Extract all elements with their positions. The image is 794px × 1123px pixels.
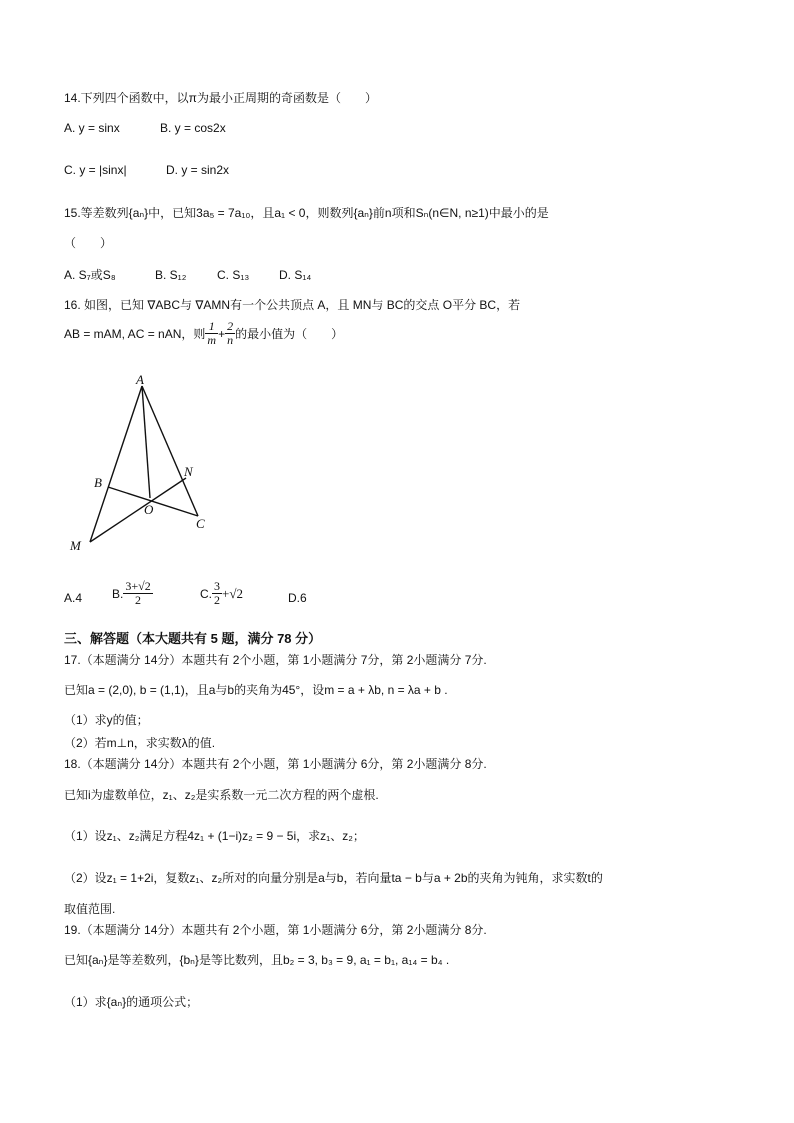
q15-option-c: C. S₁₃ xyxy=(217,268,250,282)
q16-condition: AB = mAM, AC = nAN，则 xyxy=(64,326,206,341)
q19-header: 19.（本题满分 14分）本题共有 2个小题，第 1小题满分 6分，第 2小题满分 8分. xyxy=(64,923,487,937)
label-c: C xyxy=(196,516,205,531)
q16-option-c-fraction xyxy=(212,580,222,607)
label-b: B xyxy=(94,475,102,490)
q15-paren: （ ） xyxy=(64,236,113,250)
q17-part-2: （2）若m⊥n，求实数λ的值. xyxy=(64,736,216,750)
q17-given: 已知a = (2,0), b = (1,1)，且a与b的夹角为45°，设m = a + λb, n = λa + b . xyxy=(64,683,448,697)
label-a: A xyxy=(136,374,144,387)
label-o: O xyxy=(144,502,154,517)
label-m: M xyxy=(70,538,81,553)
q17-part-1: （1）求y的值； xyxy=(64,713,149,727)
q14-option-b: B. y = cos2x xyxy=(160,121,226,135)
q18-part-1: （1）设z₁、z₂满足方程4z₁ + (1−i)z₂ = 9 − 5i，求z₁、z₂； xyxy=(64,829,365,843)
q16-fraction-1-den: m xyxy=(207,333,217,347)
q16-option-c-den: 2 xyxy=(214,593,220,607)
q16-option-b-den: 2 xyxy=(135,593,142,607)
q14-stem: 14.下列四个函数中，以π为最小正周期的奇函数是（ ） xyxy=(64,91,377,105)
q16-fraction-1-num: 1 xyxy=(205,320,218,334)
q16-fraction-2-num: 2 xyxy=(227,319,234,333)
segment-mn xyxy=(90,478,186,542)
q16-option-a: A.4 xyxy=(64,591,83,605)
triangle-figure xyxy=(64,374,224,564)
q16-option-b-prefix: B. xyxy=(112,586,124,601)
q15-stem: 15.等差数列{aₙ}中，已知3a₅ = 7a₁₀，且a₁ < 0，则数列{aₙ}前n项和Sₙ(n∈N, n≥1)中最小的是 xyxy=(64,206,549,220)
q16-fraction-2-den: n xyxy=(227,333,234,347)
q16-option-c-num: 3 xyxy=(214,579,220,593)
q17-header: 17.（本题满分 14分）本题共有 2个小题，第 1小题满分 7分，第 2小题满分 7分. xyxy=(64,653,487,667)
q16-option-b xyxy=(112,580,153,607)
segment-am xyxy=(90,386,142,542)
q18-header: 18.（本题满分 14分）本题共有 2个小题，第 1小题满分 6分，第 2小题满分 8分. xyxy=(64,757,487,771)
q16-option-c xyxy=(200,580,243,607)
q19-given: 已知{aₙ}是等差数列，{bₙ}是等比数列，且b₂ = 3, b₃ = 9, a₁ = b₁, a₁₄ = b₄ . xyxy=(64,953,450,967)
q14-option-d: D. y = sin2x xyxy=(166,163,230,177)
label-n: N xyxy=(184,464,193,479)
q15-option-d: D. S₁₄ xyxy=(279,268,312,282)
q16-option-c-prefix: C. xyxy=(200,586,212,601)
q14-option-a: A. y = sinx xyxy=(64,121,120,135)
q18-part-2: （2）设z₁ = 1+2i，复数z₁、z₂所对的向量分别是a与b，若向量ta − b与a + 2b的夹角为钝角，求实数t的 xyxy=(64,871,603,885)
q16-option-c-tail: +√2 xyxy=(222,585,243,601)
q16-option-b-fraction xyxy=(123,580,152,607)
q18-part-2-continued: 取值范围. xyxy=(64,902,116,916)
q16-fraction-1 xyxy=(205,320,218,347)
q16-plus: + xyxy=(218,326,226,341)
q16-fraction-2 xyxy=(225,320,235,347)
q18-given: 已知i为虚数单位，z₁、z₂是实系数一元二次方程的两个虚根. xyxy=(64,788,379,802)
q19-part-1: （1）求{aₙ}的通项公式； xyxy=(64,995,199,1009)
q16-option-b-num: 3+√2 xyxy=(125,579,151,593)
q14-option-c: C. y = |sinx| xyxy=(64,163,127,177)
q16-stem-line1: 16. 如图，已知 ∇ABC与 ∇AMN有一个公共顶点 A，且 MN与 BC的交点 O平分 BC，若 xyxy=(64,298,521,312)
q15-option-a: A. S₇或S₈ xyxy=(64,268,116,282)
q16-option-d: D.6 xyxy=(288,591,307,605)
section-3-heading: 三、解答题（本大题共有 5 题，满分 78 分） xyxy=(64,631,322,646)
q16-stem-line2 xyxy=(64,320,343,347)
q15-option-b: B. S₁₂ xyxy=(155,268,187,282)
q16-question-tail: 的最小值为（ ） xyxy=(235,326,344,341)
